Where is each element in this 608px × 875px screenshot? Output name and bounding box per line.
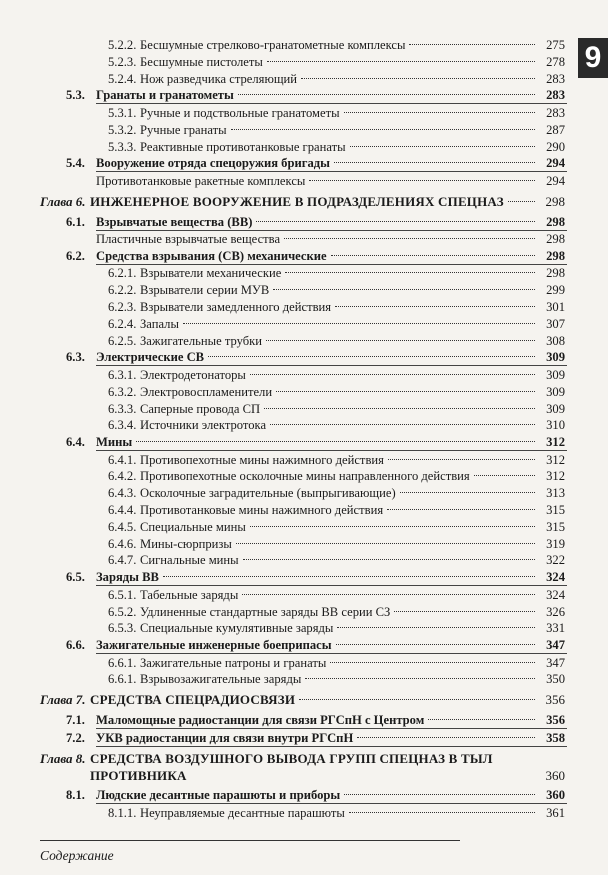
chapter-title: СРЕДСТВА ВОЗДУШНОГО ВЫВОДА ГРУПП СПЕЦНАЗ В ТЫЛ — [90, 751, 493, 767]
dot-leader — [508, 201, 535, 202]
page-number: 307 — [546, 316, 565, 331]
subsection-entry — [108, 619, 565, 637]
entry-number: 6.4.5. — [108, 519, 137, 534]
entry-title: Ручные гранаты — [140, 122, 227, 137]
entry-number: 5.2.3. — [108, 54, 137, 69]
subsection-entry — [108, 264, 565, 282]
subsection-entry — [108, 484, 565, 502]
dot-leader — [256, 221, 535, 222]
entry-number: 6.2.1. — [108, 266, 137, 281]
page-number: 361 — [546, 805, 565, 820]
entry-title: Взрыватели серии МУВ — [140, 283, 270, 298]
entry-title: Средства взрывания (СВ) механические — [96, 248, 327, 263]
subsection-entry — [108, 535, 565, 553]
dot-leader — [264, 408, 535, 409]
section-underline — [96, 746, 567, 747]
entry-title: Специальные мины — [140, 519, 246, 534]
entry-number: 6.6.1. — [108, 655, 137, 670]
page-number: 315 — [546, 503, 565, 517]
page-number: 319 — [546, 536, 565, 551]
entry-number: 6.3.4. — [108, 418, 137, 433]
chapter-title: ИНЖЕНЕРНОЕ ВООРУЖЕНИЕ В ПОДРАЗДЕЛЕНИЯХ СПЕЦНАЗ — [90, 193, 504, 209]
chapter-number: Глава 6. — [40, 193, 86, 209]
page-number: 360 — [546, 788, 565, 803]
dot-leader — [409, 44, 535, 45]
subsection-entry — [108, 451, 565, 469]
chapter-title: СРЕДСТВА СПЕЦРАДИОСВЯЗИ — [90, 692, 296, 708]
entry-title: Зажигательные инженерные боеприпасы — [96, 638, 332, 653]
subsection-entry — [108, 53, 565, 71]
footer-divider — [40, 840, 460, 841]
entry-title: Сигнальные мины — [140, 553, 239, 568]
entry-title: Противопехотные мины нажимного действия — [140, 452, 384, 467]
section-entry — [66, 786, 565, 804]
section-entry — [66, 348, 565, 366]
dot-leader — [284, 238, 535, 239]
entry-number: 8.1. — [66, 788, 85, 803]
entry-number: 6.2. — [66, 248, 85, 263]
entry-number: 6.4.1. — [108, 452, 137, 467]
dot-leader — [344, 112, 535, 113]
entry-title: Заряды ВВ — [96, 570, 159, 585]
dot-leader — [270, 424, 535, 425]
entry-title: УКВ радиостанции для связи внутри РГСпН — [96, 730, 354, 745]
dot-leader — [400, 492, 535, 493]
section-entry — [66, 213, 565, 231]
entry-title: Бесшумные пистолеты — [140, 54, 263, 69]
entry-number: 6.5.1. — [108, 587, 137, 602]
dot-leader — [474, 475, 535, 476]
dot-leader — [136, 441, 535, 442]
chapter-title-continued — [90, 767, 565, 785]
entry-number: 5.3.3. — [108, 139, 137, 154]
subsection-entry — [108, 70, 565, 88]
chapter-heading — [40, 691, 565, 709]
entry-title: Нож разведчика стреляющий — [140, 71, 298, 86]
entry-number: 6.5. — [66, 570, 85, 585]
subsection-entry — [108, 332, 565, 350]
entry-number: 6.6.1. — [108, 672, 137, 687]
entry-number: 6.1. — [66, 214, 85, 229]
dot-leader — [301, 78, 535, 79]
entry-title: Электрические СВ — [96, 350, 205, 365]
subsection-entry — [108, 383, 565, 401]
entry-number: 6.2.2. — [108, 283, 137, 298]
section-entry — [66, 636, 565, 654]
entry-title: Мины-сюрпризы — [140, 536, 232, 551]
dot-leader — [309, 180, 535, 181]
entry-title: Противотанковые ракетные комплексы — [96, 173, 306, 188]
subsection-entry — [108, 416, 565, 434]
page-number: 298 — [546, 214, 565, 229]
chapter-number: Глава 7. — [40, 692, 86, 708]
section-entry — [66, 247, 565, 265]
chapter-tab: 9 — [578, 38, 608, 78]
page-number: 301 — [546, 300, 565, 314]
entry-number: 7.2. — [66, 730, 85, 745]
page-number: 287 — [546, 122, 565, 137]
dot-leader — [387, 509, 535, 510]
subsection-entry — [108, 670, 565, 688]
section-entry — [66, 729, 565, 747]
dot-leader — [394, 611, 535, 612]
entry-title: Реактивные противотанковые гранаты — [140, 139, 346, 154]
subsection-entry — [108, 366, 565, 384]
section-entry — [66, 568, 565, 586]
entry-number: 5.3.1. — [108, 105, 137, 120]
page-number: 312 — [546, 435, 565, 450]
section-entry — [66, 86, 565, 104]
dot-leader — [428, 719, 535, 720]
page-number: 350 — [546, 672, 565, 687]
entry-title: Людские десантные парашюты и приборы — [96, 788, 341, 803]
page-number: 313 — [546, 486, 565, 501]
entry-title: Табельные заряды — [140, 587, 239, 602]
entry-number: 5.2.2. — [108, 38, 137, 52]
entry-number: 6.4. — [66, 435, 85, 450]
page-number: 312 — [546, 469, 565, 484]
subsection-entry — [96, 230, 565, 248]
section-entry — [66, 433, 565, 451]
entry-title: Бесшумные стрелково-гранатометные комплексы — [140, 38, 406, 52]
subsection-entry — [108, 281, 565, 299]
entry-title: Взрывчатые вещества (ВВ) — [96, 214, 253, 229]
subsection-entry — [108, 467, 565, 485]
subsection-entry — [108, 121, 565, 139]
dot-leader — [242, 594, 535, 595]
entry-number: 6.3.1. — [108, 367, 137, 382]
dot-leader — [236, 543, 535, 544]
page-number: 324 — [546, 587, 565, 602]
chapter-title-line2: ПРОТИВНИКА — [90, 768, 187, 784]
page-number: 294 — [546, 156, 565, 171]
entry-number: 6.4.2. — [108, 469, 137, 484]
page-number: 356 — [545, 692, 565, 708]
entry-number: 6.6. — [66, 638, 85, 653]
page-number: 294 — [546, 173, 565, 188]
page-number: 283 — [546, 71, 565, 86]
page-number: 299 — [546, 283, 565, 298]
page-number: 310 — [546, 418, 565, 433]
subsection-entry — [108, 298, 565, 316]
subsection-entry — [108, 654, 565, 672]
entry-title: Удлиненные стандартные заряды ВВ серии СЗ — [140, 604, 391, 619]
entry-title: Мины — [96, 435, 133, 450]
entry-number: 6.3.3. — [108, 401, 137, 416]
page-number: 275 — [546, 38, 565, 52]
entry-title: Электродетонаторы — [140, 367, 246, 382]
page-number: 308 — [546, 333, 565, 348]
entry-number: 5.3. — [66, 88, 85, 103]
entry-title: Вооружение отряда спецоружия бригады — [96, 156, 330, 171]
dot-leader — [349, 812, 535, 813]
page-number: 309 — [546, 350, 565, 365]
subsection-entry — [108, 804, 565, 822]
subsection-entry — [108, 104, 565, 122]
entry-title: Электровоспламенители — [140, 384, 273, 399]
page-number: 324 — [546, 570, 565, 585]
page-number: 322 — [546, 553, 565, 568]
page-number: 298 — [546, 248, 565, 263]
dot-leader — [276, 391, 535, 392]
entry-title: Неуправляемые десантные парашюты — [140, 805, 345, 820]
page-footer: Содержание — [40, 848, 114, 863]
entry-title: Маломощные радиостанции для связи РГСпН с Центром — [96, 713, 425, 728]
dot-leader — [305, 678, 535, 679]
subsection-entry — [108, 36, 565, 54]
section-entry — [66, 711, 565, 729]
subsection-entry — [108, 138, 565, 156]
entry-number: 6.4.6. — [108, 536, 137, 551]
dot-leader — [243, 559, 535, 560]
dot-leader — [183, 323, 535, 324]
dot-leader — [231, 129, 535, 130]
entry-number: 6.3.2. — [108, 384, 137, 399]
page-number: 309 — [546, 367, 565, 382]
dot-leader — [344, 794, 535, 795]
dot-leader — [163, 576, 535, 577]
dot-leader — [250, 526, 535, 527]
subsection-entry — [108, 400, 565, 418]
entry-number: 6.4.7. — [108, 553, 137, 568]
entry-title: Взрывозажигательные заряды — [140, 672, 302, 687]
dot-leader — [285, 272, 535, 273]
chapter-number: Глава 8. — [40, 751, 86, 767]
dot-leader — [208, 356, 535, 357]
entry-title: Зажигательные трубки — [140, 333, 263, 348]
page-number: 326 — [546, 604, 565, 619]
dot-leader — [357, 737, 535, 738]
entry-title: Гранаты и гранатометы — [96, 88, 234, 103]
entry-number: 6.3. — [66, 350, 85, 365]
page-number: 331 — [546, 621, 565, 636]
dot-leader — [267, 61, 535, 62]
page-number: 290 — [546, 139, 565, 154]
subsection-entry — [108, 518, 565, 536]
page-number: 298 — [545, 193, 565, 209]
dot-leader — [238, 94, 535, 95]
dot-leader — [350, 146, 535, 147]
page-number: 347 — [546, 655, 565, 670]
entry-number: 6.2.3. — [108, 300, 137, 314]
dot-leader — [273, 289, 535, 290]
entry-number: 6.5.3. — [108, 621, 137, 636]
page-number: 309 — [546, 384, 565, 399]
entry-number: 6.5.2. — [108, 604, 137, 619]
section-entry — [66, 154, 565, 172]
chapter-heading — [40, 750, 565, 768]
subsection-entry — [108, 586, 565, 604]
entry-number: 6.4.4. — [108, 503, 137, 517]
page-number: 356 — [546, 713, 565, 728]
entry-title: Запалы — [140, 316, 179, 331]
entry-title: Противотанковые мины нажимного действия — [140, 503, 384, 517]
dot-leader — [331, 255, 535, 256]
page-number: 309 — [546, 401, 565, 416]
page-number: 312 — [546, 452, 565, 467]
subsection-entry — [108, 501, 565, 519]
entry-title: Источники электротока — [140, 418, 267, 433]
entry-number: 6.2.5. — [108, 333, 137, 348]
page-number: 283 — [546, 105, 565, 120]
page-number: 358 — [546, 730, 565, 745]
page-number: 347 — [546, 638, 565, 653]
entry-title: Саперные провода СП — [140, 401, 261, 416]
page-number: 360 — [545, 768, 565, 784]
subsection-entry — [108, 551, 565, 569]
dot-leader — [299, 699, 535, 700]
subsection-entry — [96, 172, 565, 190]
dot-leader — [250, 374, 535, 375]
page-number: 283 — [546, 88, 565, 103]
entry-number: 5.2.4. — [108, 71, 137, 86]
entry-number: 6.2.4. — [108, 316, 137, 331]
entry-number: 5.4. — [66, 156, 85, 171]
entry-number: 7.1. — [66, 713, 85, 728]
page-number: 298 — [546, 266, 565, 281]
entry-title: Ручные и подствольные гранатометы — [140, 105, 340, 120]
dot-leader — [266, 340, 535, 341]
chapter-heading — [40, 193, 565, 211]
page-number: 298 — [546, 232, 565, 247]
entry-title: Специальные кумулятивные заряды — [140, 621, 334, 636]
entry-title: Осколочные заградительные (выпрыгивающие) — [140, 486, 396, 501]
dot-leader — [334, 162, 535, 163]
entry-title: Зажигательные патроны и гранаты — [140, 655, 327, 670]
dot-leader — [335, 306, 535, 307]
entry-title: Взрыватели механические — [140, 266, 282, 281]
entry-title: Взрыватели замедленного действия — [140, 300, 332, 314]
entry-number: 6.4.3. — [108, 486, 137, 501]
entry-number: 8.1.1. — [108, 805, 137, 820]
entry-title: Противопехотные осколочные мины направленного действия — [140, 469, 470, 484]
dot-leader — [330, 662, 535, 663]
dot-leader — [388, 459, 535, 460]
subsection-entry — [108, 315, 565, 333]
page-number: 278 — [546, 54, 565, 69]
dot-leader — [337, 627, 535, 628]
entry-title: Пластичные взрывчатые вещества — [96, 232, 281, 247]
page-number: 315 — [546, 519, 565, 534]
dot-leader — [336, 644, 535, 645]
subsection-entry — [108, 603, 565, 621]
entry-number: 5.3.2. — [108, 122, 137, 137]
